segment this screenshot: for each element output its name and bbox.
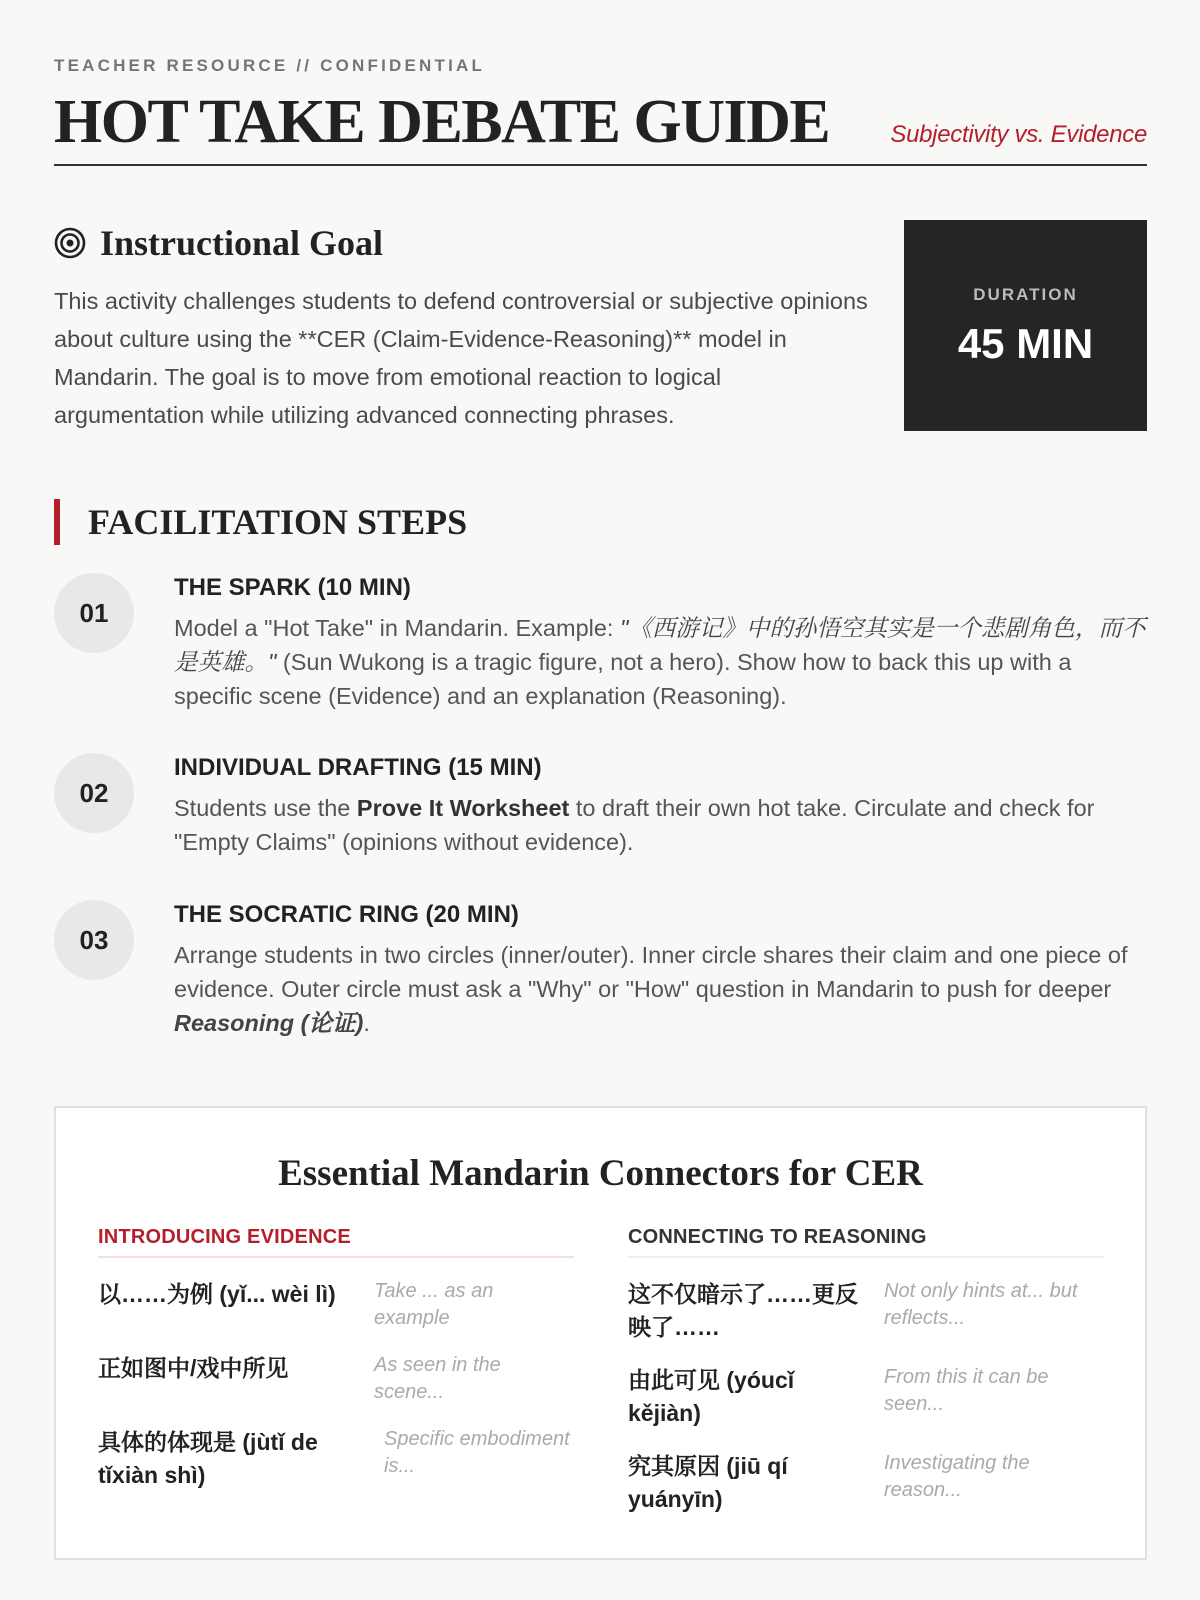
- step-body: [174, 573, 1147, 713]
- duration-label: DURATION: [973, 285, 1078, 304]
- step-text: [174, 938, 1147, 1040]
- duration-card: [904, 220, 1147, 431]
- step-text: [174, 791, 1147, 859]
- goal-heading: [54, 222, 383, 264]
- reasoning-heading: CONNECTING TO REASONING: [628, 1226, 1104, 1258]
- step-body: [174, 753, 1147, 859]
- page-subtitle: Subjectivity vs. Evidence: [890, 121, 1147, 148]
- connector-phrase: 具体的体现是 (jùtǐ de tǐxiàn shì): [98, 1429, 318, 1488]
- step-body: [174, 900, 1147, 1040]
- title-divider: [54, 164, 1147, 166]
- step-text-part: to draft their own hot take. Circulate and check for "Empty Claims" (opinions without evidence).: [174, 795, 1095, 855]
- connectors-title: Essential Mandarin Connectors for CER: [278, 1153, 923, 1194]
- connector-row: [98, 1352, 574, 1406]
- connector-phrase: 正如图中/戏中所见: [98, 1355, 289, 1381]
- goal-title: Instructional Goal: [100, 223, 384, 263]
- connector-phrase: 以……为例 (yǐ... wèi lì): [98, 1281, 336, 1307]
- connector-phrase: 由此可见 (yóucǐ kějiàn): [628, 1367, 795, 1426]
- worksheet-name: Prove It Worksheet: [356, 795, 570, 821]
- connector-phrase: 究其原因 (jiū qí yuányīn): [628, 1453, 788, 1512]
- step-quote: "《西游记》中的孙悟空其实是一个悲剧角色，而不是英雄。": [174, 615, 1146, 675]
- connector-row: [628, 1278, 1104, 1344]
- reasoning-term: Reasoning (论证): [174, 1010, 364, 1036]
- connector-gloss: From this it can be seen...: [884, 1366, 1049, 1415]
- step-text-part: Arrange students in two circles (inner/outer). Inner circle shares their claim and one piece of evidence. Outer circle must ask a "Why" or "How" question in Mandarin to push for deeper: [174, 942, 1128, 1002]
- step-number: 03: [54, 900, 134, 980]
- steps-title: FACILITATION STEPS: [88, 502, 468, 542]
- step-text-part: (Sun Wukong is a tragic figure, not a hero). Show how to back this up with a specific scene (Evidence) and an explanation (Reasoning).: [174, 649, 1072, 709]
- evidence-column: [98, 1226, 574, 1492]
- step-number: 01: [54, 573, 134, 653]
- reasoning-column: [628, 1226, 1104, 1516]
- step-title: INDIVIDUAL DRAFTING (15 MIN): [174, 754, 542, 781]
- step-text-part: Students use the: [174, 795, 357, 821]
- connector-row: [628, 1450, 1104, 1516]
- connector-gloss: Not only hints at... but reflects...: [884, 1280, 1078, 1329]
- connector-row: [98, 1278, 574, 1332]
- connector-gloss: Take ... as an example: [374, 1280, 494, 1329]
- evidence-heading: INTRODUCING EVIDENCE: [98, 1226, 574, 1258]
- connector-phrase: 这不仅暗示了……更反映了……: [628, 1281, 858, 1340]
- step-text: [174, 611, 1147, 713]
- page-title: HOT TAKE DEBATE GUIDE: [54, 88, 830, 156]
- connector-gloss: Investigating the reason...: [884, 1452, 1030, 1501]
- connector-row: [98, 1426, 574, 1492]
- goal-description: This activity challenges students to defend controversial or subjective opinions about culture using the **CER (Claim-Evidence-Reasoning)** model in Mandarin. The goal is to move from emotional reaction to logical argumentation while utilizing advanced connecting phrases.: [54, 288, 868, 428]
- connector-gloss: As seen in the scene...: [374, 1354, 501, 1403]
- connector-gloss: Specific embodiment is...: [384, 1428, 570, 1477]
- steps-heading: [54, 499, 467, 545]
- step-number: 02: [54, 753, 134, 833]
- duration-value: 45 MIN: [957, 320, 1094, 367]
- step-title: THE SOCRATIC RING (20 MIN): [174, 901, 519, 928]
- step-text-part: Model a "Hot Take" in Mandarin. Example:: [174, 615, 620, 641]
- connectors-panel: [54, 1106, 1147, 1560]
- eyebrow-label: TEACHER RESOURCE // CONFIDENTIAL: [54, 56, 486, 75]
- connector-row: [628, 1364, 1104, 1430]
- target-icon: [54, 227, 86, 259]
- step-title: THE SPARK (10 MIN): [174, 574, 411, 601]
- step-text-part: .: [363, 1010, 370, 1036]
